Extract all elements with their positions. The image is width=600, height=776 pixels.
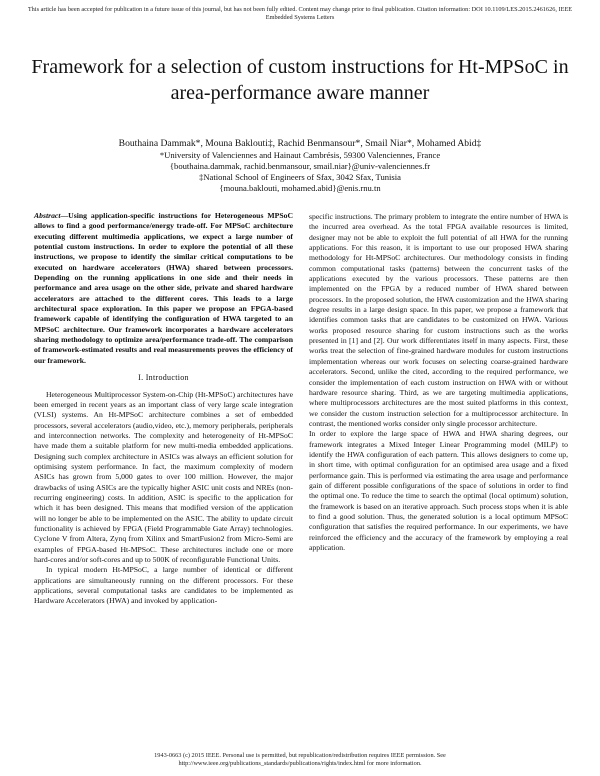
paper-title: Framework for a selection of custom instructions for Ht-MPSoC in area-performance aware manner bbox=[31, 56, 569, 104]
abstract bbox=[34, 211, 293, 366]
copyright-footer bbox=[60, 752, 540, 768]
emails-1: {bouthaina.dammak, rachid.benmansour, smail.niar}@univ-valenciennes.fr bbox=[169, 161, 431, 171]
section-heading-introduction: I. Introduction bbox=[138, 373, 189, 383]
abstract-text: —Using application-specific instructions for Heterogeneous MPSoC allows to find a good performance/energy trade-off. For MPSoC architecture executing different multimedia applications, we expect a large number of potential custom instructions. In order to explore the potential of all these instructions, we propose to identify the similar critical computations to be executed on hardware accelerators (HWA) shared between processors. Depending on the running applications in one side and their needs in performance and area usage on the other side, private and shared hardware accelerators are attached to the different cores. This leads to a large architectural space exploration. In this paper we propose an FPGA-based framework capable of identifying the configuration of HWA targeted to an MPSoC architecture. Our framework incorporates a hardware accelerators sharing methodology to optimize area/performance trade-off. The comparison of framework-estimated results and real measurements proves the efficiency of our framework. bbox=[34, 211, 293, 365]
right-column bbox=[309, 212, 568, 553]
intro-paragraph-3: In order to explore the large space of HWA and HWA sharing degrees, our framework integrates a Mixed Integer Linear Programming model (MILP) to identify the HWA configuration of each pattern. This allows designers to come up, in short time, with optimal configuration for an optimised area usage and a fixed performance gain. This is performed via estimating the area usage and performance gain of different possible configurations of the space of solutions in order to find the optimal one. To reduce the time to search the optimal (local optimum) solution, the framework is based on an iterative approach. Such process stops when it is able to find a good solution. Thus, the generated solution is a local optimum MPSoC configuration that satisfies the required performance. In our experiments, we have reinforced the efficiency and the accuracy of the framework by employing a real application. bbox=[309, 429, 568, 552]
left-column bbox=[34, 211, 293, 607]
intro-paragraph-1: Heterogeneous Multiprocessor System-on-Chip (Ht-MPSoC) architectures have been emerged in recent years as an important class of very large scale integration (VLSI) systems. An Ht-MPSoC architecture combines a set of embedded processors, several accelerators (audio,video, etc.), memory peripherals, peripherals and interconnection networks. The complexity and heterogeneity of Ht-MPSoC have made them a suitable platform for new multi-media embedded applications. Designing such complex architecture in ASICs was always an efficient solution for optimising system performance. In fact, the maximum complexity of modern ASICs has grown from 5,000 gates to over 100 million. However, the major drawbacks of using ASICs are the typically higher ASIC unit costs and NREs (non-recurring engineering) costs. In addition, ASIC is specific to the application for which it has been designed. This means that modified version of the application will no longer be able to be implemented on the ASIC. The ability to update circuit functionality is achieved by FPGA (Field Programmable Gate Array) technologies. Cyclone V from Altera, Zynq from Xilinx and SmartFusion2 from Micro-Semi are examples of FPGA-based Ht-MPSoC. These architectures include one or more hard-cores and/or soft-cores and up to 500K of reconfigurable Functional Units. bbox=[34, 389, 293, 564]
author-names: Bouthaina Dammak*, Mouna Baklouti‡, Rachid Benmansour*, Smail Niar*, Mohamed Abid‡ bbox=[118, 138, 482, 149]
footer-line-1: 1943-0663 (c) 2015 IEEE. Personal use is permitted, but republication/redistribution requires IEEE permission. See bbox=[154, 752, 446, 759]
intro-paragraph-2-continued: specific instructions. The primary problem to integrate the entire number of HWA is the incurred area overhead. As the total FPGA available resources is limited, designer may not be able to exploit the full potential of all HWA for the running applications. For this reason, it is important to use our proposed HWA sharing methodology for Ht-MPSoC architectures. Our methodology consists in finding common computational tasks (patterns) between the concurrent tasks of the applications executed by the various processors. These patterns are then implemented on the FPGA by a reduced number of HWA shared between processors. In the proposed solution, the HWA customization and the HWA sharing degree results in a large design space. In this paper, we propose a framework that identifies common tasks that are candidates to be customized on HWA. Various works proposed resource sharing for custom instructions such as the works presented in [1] and [2]. Our work differentiates itself in many aspects. First, these works treat the selection of fine-grained hardware modules for custom instructions implementation whereas our work focuses on selecting coarse-grained hardware accelerators. Second, unlike the cited, according to the required performance, we consider the implementation of each custom instruction on HWA with or without hardware resource sharing. Third, as we are targeting multimedia applications, where multiprocessors architectures are the most suited platforms in this context, we consider the custom instruction selection for a multiprocessor architecture. In contrast, the mentioned works consider only single processor architecture. bbox=[309, 212, 568, 428]
abstract-label: Abstract bbox=[34, 211, 61, 220]
emails-2: {mouna.baklouti, mohamed.abid}@enis.rnu.tn bbox=[219, 183, 381, 193]
footer-line-2: http://www.ieee.org/publications_standards/publications/rights/index.html for more information. bbox=[178, 760, 422, 767]
author-block bbox=[40, 138, 560, 194]
affiliation-2: ‡National School of Engineers of Sfax, 3042 Sfax, Tunisia bbox=[199, 172, 401, 182]
journal-notice: This article has been accepted for publication in a future issue of this journal, but has not been fully edited. Content may change prior to final publication. Citation information: DOI 10.1109/LES.2015.2461626, IEEE Embedded Systems Letters bbox=[27, 6, 573, 21]
affiliation-1: *University of Valenciennes and Hainaut Cambrésis, 59300 Valenciennes, France bbox=[159, 150, 441, 160]
intro-paragraph-2: In typical modern Ht-MPSoC, a large number of identical or different applications are simultaneously running on the different processors. For these applications, several computational tasks are candidates to be implemented as Hardware Accelerators (HWA) and invoked by application- bbox=[34, 565, 293, 606]
